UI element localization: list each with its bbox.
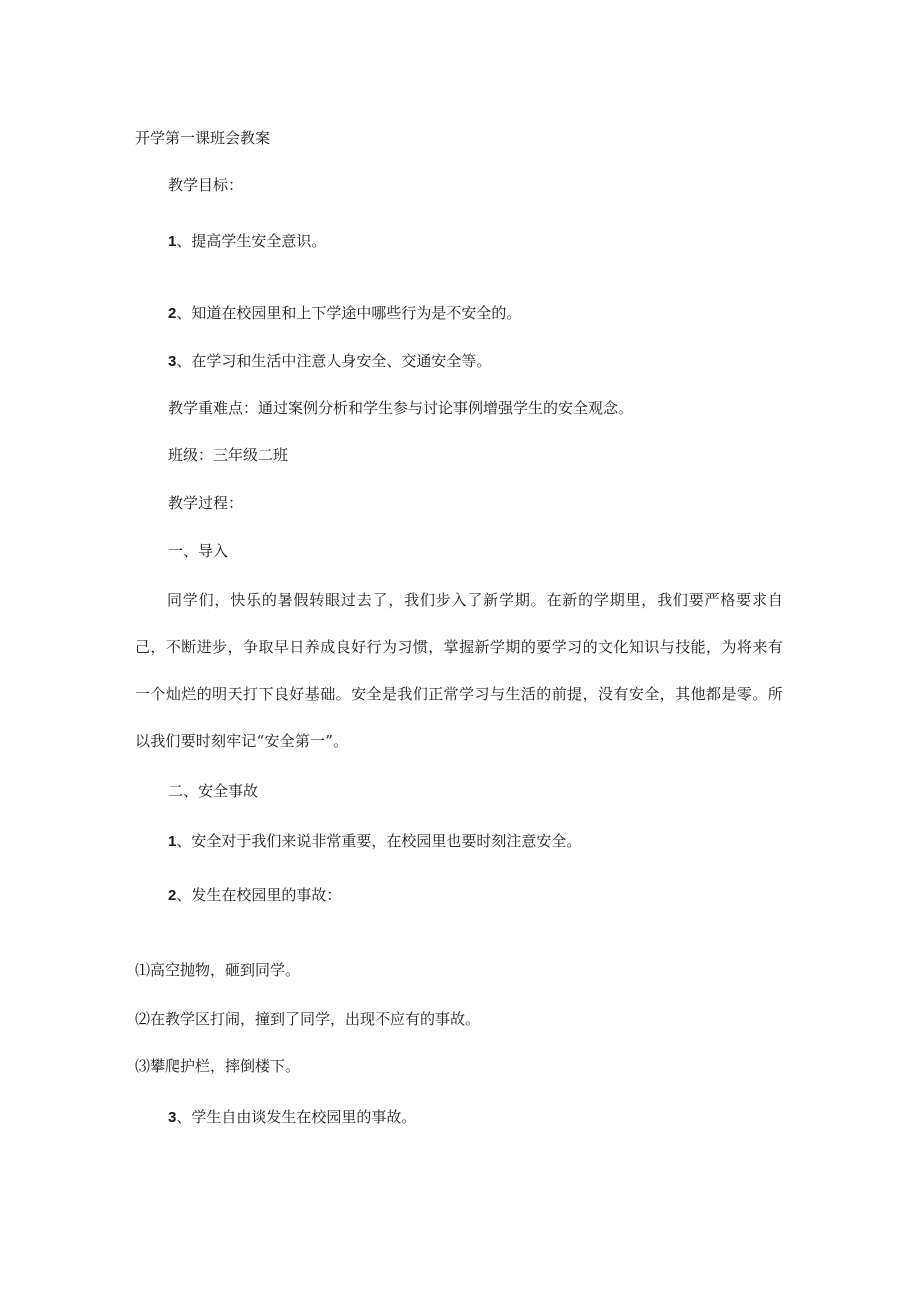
objective-item bbox=[168, 351, 491, 372]
class-info: 班级：三年级二班 bbox=[168, 446, 289, 464]
section2-item bbox=[168, 831, 581, 852]
objective-number: 3 bbox=[168, 353, 177, 370]
section2-item-number: 2 bbox=[168, 887, 177, 904]
objective-text: 、提高学生安全意识。 bbox=[176, 232, 327, 250]
objective-item bbox=[168, 231, 326, 252]
process-heading: 教学过程： bbox=[168, 494, 244, 512]
objective-text: 、知道在校园里和上下学途中哪些行为是不安全的。 bbox=[176, 304, 522, 322]
objective-text: 、在学习和生活中注意人身安全、交通安全等。 bbox=[176, 352, 492, 370]
key-points: 教学重难点：通过案例分析和学生参与讨论事例增强学生的安全观念。 bbox=[168, 399, 634, 417]
section2-heading: 二、安全事故 bbox=[168, 782, 259, 800]
section2-item-text: 、学生自由谈发生在校园里的事故。 bbox=[176, 1108, 417, 1126]
objective-item bbox=[168, 303, 521, 324]
section2-item bbox=[168, 1107, 416, 1128]
section2-item-text: 、发生在校园里的事故： bbox=[176, 886, 342, 904]
section2-item-number: 3 bbox=[168, 1109, 177, 1126]
section2-item-number: 1 bbox=[168, 833, 177, 850]
section1-heading: 一、导入 bbox=[168, 542, 229, 560]
accident-item: ⑴高空抛物，砸到同学。 bbox=[135, 961, 301, 979]
section2-item-text: 、安全对于我们来说非常重要，在校园里也要时刻注意安全。 bbox=[176, 832, 582, 850]
section2-item bbox=[168, 885, 341, 906]
objective-number: 1 bbox=[168, 233, 177, 250]
document-title: 开学第一课班会教案 bbox=[135, 129, 271, 147]
section1-paragraph: 同学们，快乐的暑假转眼过去了，我们步入了新学期。在新的学期里，我们要严格要求自己，不断进步，争取早日养成良好行为习惯，掌握新学期的要学习的文化知识与技能，为将来有一个灿烂的明天打下良好基础。安全是我们正常学习与生活的前提，没有安全，其他都是零。所以我们要时刻牢记“安全第一”。 bbox=[135, 591, 783, 750]
accident-item: ⑶攀爬护栏，摔倒楼下。 bbox=[135, 1057, 301, 1075]
objective-number: 2 bbox=[168, 305, 177, 322]
objectives-heading: 教学目标： bbox=[168, 176, 244, 194]
accident-item: ⑵在教学区打闹，撞到了同学，出现不应有的事故。 bbox=[135, 1010, 481, 1028]
